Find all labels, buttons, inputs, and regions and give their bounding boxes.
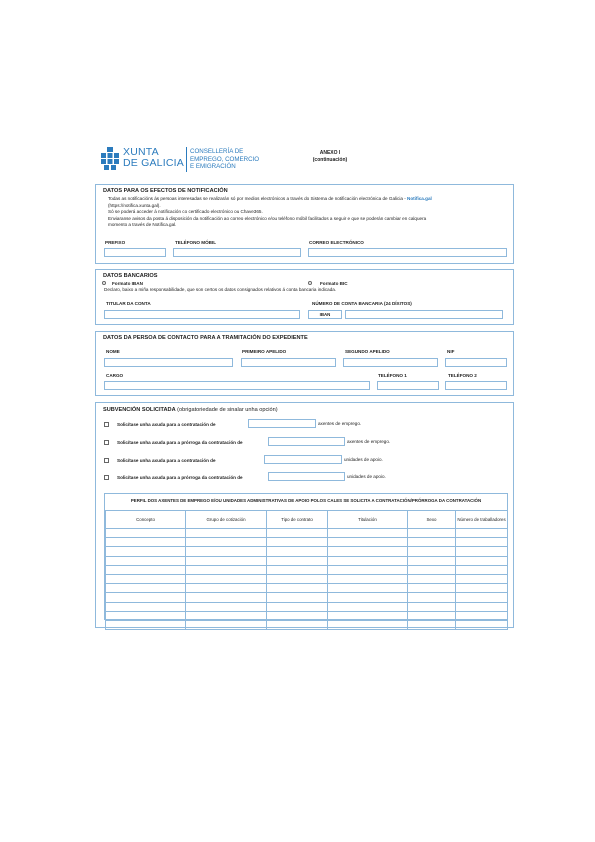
table-header-row — [106, 511, 508, 529]
bank-declaration: Declaro, baixo a miña responsabilidade, que son certos os datos consignados relativos á conta bancaria indicada. — [104, 287, 337, 292]
table-cell[interactable] — [456, 565, 508, 574]
table-cell[interactable] — [328, 529, 408, 538]
table-cell[interactable] — [408, 556, 456, 565]
contact-section — [95, 331, 514, 396]
subsidy-title-note: (obrigatoriedade de sinalar unha opción) — [175, 407, 278, 413]
table-cell[interactable] — [267, 556, 328, 565]
option-2-checkbox[interactable] — [104, 440, 109, 445]
contact-title: DATOS DA PERSOA DE CONTACTO PARA A TRAMITACIÓN DO EXPEDIENTE — [103, 335, 308, 341]
col-titulacion: Titulación — [328, 511, 408, 529]
table-cell[interactable] — [456, 584, 508, 593]
option-3-field[interactable] — [264, 455, 342, 464]
nif-field[interactable] — [445, 358, 507, 367]
table-cell[interactable] — [186, 565, 267, 574]
table-cell[interactable] — [328, 556, 408, 565]
telefono2-label: TELÉFONO 2 — [448, 373, 477, 378]
table-row — [106, 620, 508, 629]
table-cell[interactable] — [186, 593, 267, 602]
table-cell[interactable] — [408, 620, 456, 629]
option-4-checkbox[interactable] — [104, 475, 109, 480]
table-cell[interactable] — [408, 565, 456, 574]
logo-line1: XUNTA — [123, 146, 159, 158]
subsidy-title-main: SUBVENCIÓN SOLICITADA — [103, 407, 176, 413]
table-cell[interactable] — [456, 620, 508, 629]
table-cell[interactable] — [106, 538, 186, 547]
bank-title: DATOS BANCARIOS — [103, 273, 158, 279]
table-cell[interactable] — [328, 620, 408, 629]
table-cell[interactable] — [408, 611, 456, 620]
bank-section — [95, 269, 514, 325]
consellaria-line3: E EMIGRACIÓN — [190, 163, 236, 170]
option-1-label: Solicítase unha axuda para a contratación de — [117, 422, 216, 427]
table-cell[interactable] — [267, 574, 328, 583]
numero-conta-field[interactable] — [345, 310, 503, 319]
table-cell[interactable] — [328, 565, 408, 574]
table-row — [106, 529, 508, 538]
table-cell[interactable] — [328, 547, 408, 556]
table-cell[interactable] — [328, 538, 408, 547]
telefono2-field[interactable] — [445, 381, 507, 390]
option-2-field[interactable] — [268, 437, 345, 446]
table-cell[interactable] — [186, 547, 267, 556]
bic-option-label: Formato BIC — [320, 281, 348, 286]
titular-label: TITULAR DA CONTA — [106, 301, 151, 306]
logo-separator — [186, 147, 187, 172]
table-cell[interactable] — [328, 611, 408, 620]
table-cell[interactable] — [106, 574, 186, 583]
segundo-apelido-field[interactable] — [343, 358, 438, 367]
table-cell[interactable] — [328, 574, 408, 583]
segundo-apelido-label: SEGUNDO APELIDO — [345, 349, 390, 354]
notification-text-3: Só se poderá acceder á notificación co certificado electrónico ou Chave365. — [108, 209, 263, 214]
table-cell[interactable] — [267, 602, 328, 611]
table-cell[interactable] — [328, 593, 408, 602]
profile-table-title: PERFIL DOS AXENTES DE EMPREGO E/OU UNIDADES ADMINISTRATIVAS DE APOIO POLOS CALES SE SOLICITA A CONTRATACIÓN/PRÓRROGA DA CONTRATACIÓN — [130, 498, 482, 503]
subsidy-title — [103, 407, 278, 413]
table-cell[interactable] — [186, 538, 267, 547]
table-row — [106, 538, 508, 547]
option-3-label: Solicítase unha axuda para a contratación de — [117, 458, 216, 463]
table-cell[interactable] — [456, 529, 508, 538]
notification-section — [95, 184, 514, 264]
table-cell[interactable] — [186, 611, 267, 620]
option-3-checkbox[interactable] — [104, 458, 109, 463]
table-cell[interactable] — [106, 556, 186, 565]
table-row — [106, 584, 508, 593]
table-cell[interactable] — [106, 529, 186, 538]
table-cell[interactable] — [267, 547, 328, 556]
iban-prefix: IBAN — [308, 310, 342, 319]
table-cell[interactable] — [408, 584, 456, 593]
telefono1-field[interactable] — [377, 381, 439, 390]
table-cell[interactable] — [408, 538, 456, 547]
notification-text-5: momento a través de Notifica.gal. — [108, 222, 177, 227]
prefixo-field[interactable] — [104, 248, 166, 257]
profile-table — [105, 510, 508, 630]
table-cell[interactable] — [106, 584, 186, 593]
table-cell[interactable] — [267, 538, 328, 547]
correo-field[interactable] — [308, 248, 507, 257]
table-cell[interactable] — [267, 620, 328, 629]
primeiro-apelido-field[interactable] — [241, 358, 336, 367]
col-grupo-cotizacion: Grupo de cotización — [186, 511, 267, 529]
option-1-checkbox[interactable] — [104, 422, 109, 427]
table-cell[interactable] — [267, 593, 328, 602]
anexo-heading — [300, 150, 360, 164]
xunta-logo — [100, 147, 285, 173]
telefono1-label: TELÉFONO 1 — [378, 373, 407, 378]
table-cell[interactable] — [106, 565, 186, 574]
option-4-field[interactable] — [268, 472, 345, 481]
col-numero-traballadores: Número de traballadores — [456, 511, 508, 529]
option-3-suffix: unidades de apoio. — [344, 457, 383, 462]
table-row — [106, 556, 508, 565]
table-row — [106, 611, 508, 620]
numero-conta-label: NÚMERO DE CONTA BANCARIA (24 DÍXITOS) — [312, 301, 412, 306]
option-1-suffix: axentes de emprego. — [318, 421, 362, 426]
table-cell[interactable] — [106, 602, 186, 611]
table-cell[interactable] — [408, 602, 456, 611]
table-cell[interactable] — [267, 529, 328, 538]
table-row — [106, 602, 508, 611]
table-cell[interactable] — [267, 565, 328, 574]
iban-option-label: Formato IBAN — [112, 281, 143, 286]
table-row — [106, 547, 508, 556]
table-cell[interactable] — [186, 529, 267, 538]
prefixo-label: PREFIXO — [105, 240, 126, 245]
table-cell[interactable] — [186, 620, 267, 629]
profile-table-box — [104, 493, 508, 620]
table-cell[interactable] — [456, 538, 508, 547]
table-cell[interactable] — [267, 584, 328, 593]
table-cell[interactable] — [106, 620, 186, 629]
table-cell[interactable] — [408, 547, 456, 556]
notification-text-4: Enviaranse avisos da posta á disposición da notificación ao correo electrónico e/ou teléfono móbil facilitados a seguir e que se poderán cambiar en calquera — [108, 215, 427, 221]
notification-text-1a: Todas as notificacións ás persoas interesadas se realizarán só por medios electrónicos a través do Sistema de notificación electrónica de Galicia - — [108, 196, 408, 201]
iban-radio[interactable] — [102, 281, 106, 285]
nif-label: NIF — [447, 349, 455, 354]
option-2-suffix: axentes de emprego. — [347, 439, 391, 444]
table-row — [106, 593, 508, 602]
consellaria-line2: EMPREGO, COMERCIO — [190, 155, 260, 163]
option-4-label: Solicítase unha axuda para a prórroga da contratación de — [117, 475, 243, 480]
table-cell[interactable] — [456, 602, 508, 611]
correo-label: CORREO ELECTRÓNICO — [309, 240, 364, 245]
option-2-label: Solicítase unha axuda para a prórroga da contratación de — [117, 440, 243, 445]
col-tipo-contrato: Tipo de contrato — [267, 511, 328, 529]
primeiro-apelido-label: PRIMEIRO APELIDO — [242, 349, 287, 354]
table-cell[interactable] — [186, 584, 267, 593]
table-row — [106, 565, 508, 574]
notification-text-2: (https://notifica.xunta.gal). — [108, 202, 161, 208]
logo-line2: DE GALICIA — [123, 157, 184, 169]
table-cell[interactable] — [456, 593, 508, 602]
table-row — [106, 574, 508, 583]
notification-title: DATOS PARA OS EFECTOS DE NOTIFICACIÓN — [103, 188, 228, 194]
col-concepto: Concepto — [106, 511, 186, 529]
consellaria-line1: CONSELLERÍA DE — [190, 148, 244, 155]
bic-radio[interactable] — [308, 281, 312, 285]
table-cell[interactable] — [408, 574, 456, 583]
option-4-suffix: unidades de apoio. — [347, 474, 386, 479]
table-cell[interactable] — [408, 529, 456, 538]
table-cell[interactable] — [456, 556, 508, 565]
table-cell[interactable] — [106, 547, 186, 556]
option-1-field[interactable] — [248, 419, 316, 428]
nome-label: NOME — [106, 349, 120, 354]
table-cell[interactable] — [186, 574, 267, 583]
nome-field[interactable] — [104, 358, 233, 367]
anexo-continuacion: (continuación) — [312, 157, 348, 163]
titular-field[interactable] — [104, 310, 300, 319]
telefono-movil-label: TELÉFONO MÓBIL — [175, 240, 217, 245]
table-cell[interactable] — [408, 593, 456, 602]
table-cell[interactable] — [267, 611, 328, 620]
table-cell[interactable] — [456, 611, 508, 620]
col-sexo: Sexo — [408, 511, 456, 529]
table-cell[interactable] — [186, 602, 267, 611]
table-cell[interactable] — [186, 556, 267, 565]
table-cell[interactable] — [456, 574, 508, 583]
cargo-label: CARGO — [106, 373, 124, 378]
telefono-movil-field[interactable] — [173, 248, 301, 257]
cargo-field[interactable] — [104, 381, 370, 390]
table-cell[interactable] — [106, 593, 186, 602]
table-cell[interactable] — [328, 584, 408, 593]
notifica-link[interactable]: Notifica.gal — [407, 196, 432, 201]
table-cell[interactable] — [456, 547, 508, 556]
table-cell[interactable] — [106, 611, 186, 620]
xunta-emblem-icon — [100, 147, 120, 171]
anexo-title: ANEXO I — [319, 150, 341, 156]
table-cell[interactable] — [328, 602, 408, 611]
subsidy-section — [95, 402, 514, 628]
